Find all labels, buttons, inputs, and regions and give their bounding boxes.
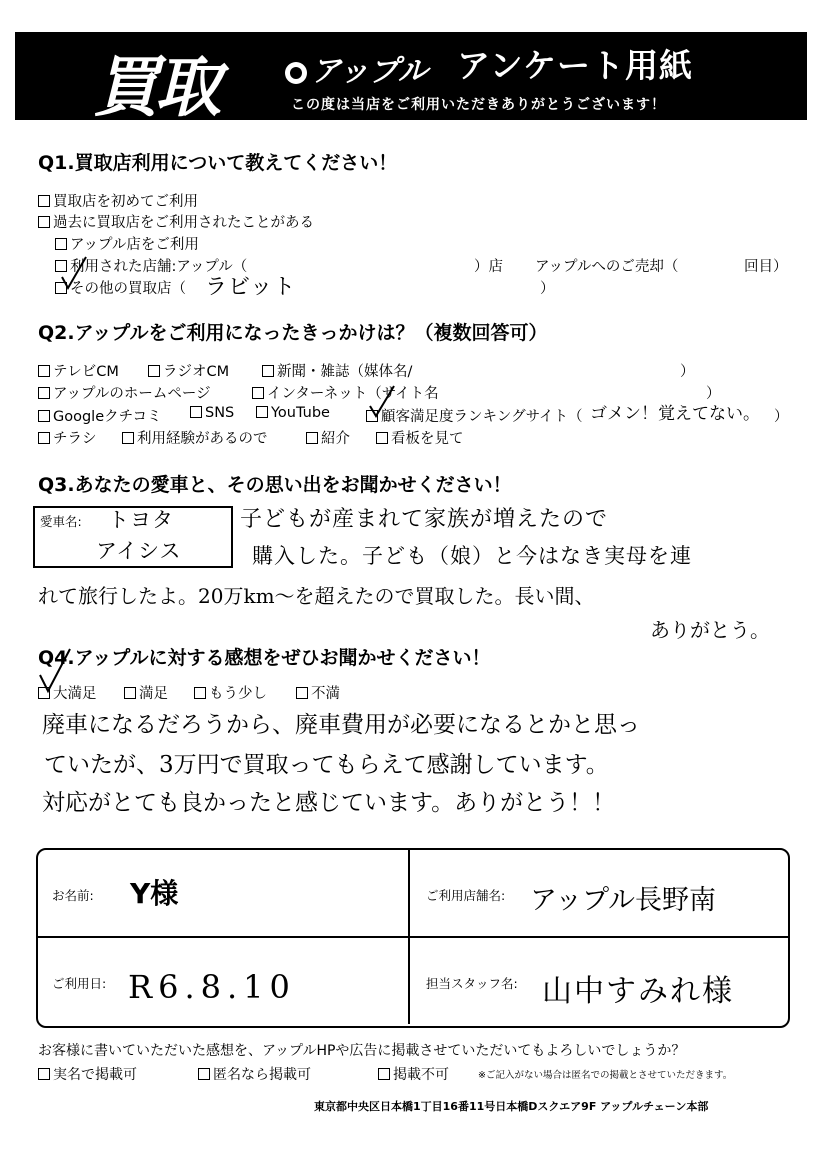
memory-line1: 子どもが産まれて家族が増えたので bbox=[240, 507, 609, 532]
option-label: 匿名なら掲載可 bbox=[213, 1067, 311, 1083]
checkbox[interactable] bbox=[376, 432, 388, 444]
q1-sale-count-label: アップルへのご売却（ bbox=[535, 259, 679, 275]
option-label: 不満 bbox=[311, 686, 340, 702]
option-label: もう少し bbox=[209, 686, 267, 702]
store-label: ご利用店舗名: bbox=[426, 888, 506, 903]
header-banner bbox=[15, 32, 807, 126]
option-label: アップル店をご利用 bbox=[70, 237, 199, 253]
checkbox[interactable] bbox=[190, 406, 202, 418]
option-label: テレビCM bbox=[53, 364, 119, 380]
option-label: 顧客満足度ランキングサイト（ bbox=[381, 409, 583, 425]
q2-ranking-answer: ゴメン！覚えてない。 bbox=[590, 404, 760, 424]
q2-option-newspaper[interactable] bbox=[262, 360, 412, 381]
checkbox[interactable] bbox=[38, 216, 50, 228]
q1-heading: Q1.買取店利用について教えてください！ bbox=[38, 152, 398, 174]
checkbox[interactable] bbox=[306, 432, 318, 444]
company-address: 東京都中央区日本橋1丁目16番11号日本橋Dスクエア9F アップルチェーン本部 bbox=[314, 1100, 709, 1113]
permission-real-name[interactable] bbox=[38, 1064, 137, 1084]
q1-store-suffix: ）店 bbox=[474, 259, 503, 275]
brand-logo bbox=[285, 46, 428, 90]
q2-option-google[interactable] bbox=[38, 405, 162, 426]
memory-line3: れて旅行したよ。20万km～を超えたので買取した。長い間、 bbox=[38, 584, 595, 608]
name-label: お名前: bbox=[52, 888, 94, 903]
option-label: SNS bbox=[205, 405, 235, 421]
q4-option-unsatisfied[interactable] bbox=[296, 682, 340, 703]
checkbox[interactable] bbox=[194, 687, 206, 699]
option-label: 新聞・雑誌（媒体名/ bbox=[277, 364, 413, 380]
q2-internet-close: ） bbox=[706, 386, 721, 402]
checkbox[interactable] bbox=[148, 365, 160, 377]
checkbox[interactable] bbox=[38, 1068, 50, 1080]
q4-heading: Q4.アップルに対する感想をぜひお聞かせください！ bbox=[38, 647, 491, 669]
q2-option-youtube[interactable] bbox=[256, 405, 330, 421]
checkbox[interactable] bbox=[38, 387, 50, 399]
q2-option-homepage[interactable] bbox=[38, 382, 211, 403]
option-label: 大満足 bbox=[53, 686, 97, 702]
permission-anonymous[interactable] bbox=[198, 1064, 311, 1084]
staff-value: 山中すみれ様 bbox=[542, 974, 734, 1009]
option-label: YouTube bbox=[271, 405, 330, 421]
option-label: 実名で掲載可 bbox=[53, 1067, 137, 1083]
brand-name: アップル bbox=[311, 54, 428, 89]
date-value: R6.8.10 bbox=[128, 968, 296, 1006]
q2-ranking-close: ） bbox=[774, 409, 789, 425]
q2-option-signboard[interactable] bbox=[376, 427, 464, 448]
checkbox[interactable] bbox=[256, 406, 268, 418]
q2-option-experience[interactable] bbox=[122, 427, 268, 448]
option-label: インターネット（サイト名 bbox=[267, 386, 439, 402]
impression-line2: ていたが、3万円で買取ってもらえて感謝しています。 bbox=[44, 752, 609, 778]
checkbox[interactable] bbox=[296, 687, 308, 699]
q4-option-more[interactable] bbox=[194, 682, 267, 703]
q1-other-store-answer: ラビット bbox=[205, 275, 297, 300]
permission-question: お客様に書いていただいた感想を、アップルHPや広告に掲載させていただいてもよろしいでしょうか？ bbox=[38, 1043, 686, 1059]
q2-option-flyer[interactable] bbox=[38, 427, 97, 448]
q1-option-used-before[interactable] bbox=[38, 211, 314, 232]
date-label: ご利用日: bbox=[52, 976, 107, 991]
memory-line4: ありがとう。 bbox=[650, 618, 770, 642]
checkbox[interactable] bbox=[38, 365, 50, 377]
checkbox[interactable] bbox=[38, 687, 50, 699]
car-name-label: 愛車名: bbox=[40, 514, 82, 529]
form-subtitle: この度は当店をご利用いただきありがとうございます！ bbox=[291, 97, 666, 113]
option-label: チラシ bbox=[53, 431, 97, 447]
option-label: 買取店を初めてご利用 bbox=[53, 194, 198, 210]
checkbox[interactable] bbox=[252, 387, 264, 399]
option-label: その他の買取店（ bbox=[70, 281, 186, 297]
checkbox[interactable] bbox=[38, 432, 50, 444]
option-label: 利用経験があるので bbox=[137, 431, 268, 447]
apple-logo-icon bbox=[285, 62, 307, 84]
permission-note: ※ご記入がない場合は匿名での掲載とさせていただきます。 bbox=[478, 1070, 733, 1081]
option-label: ラジオCM bbox=[163, 364, 230, 380]
q1-option-first-time[interactable] bbox=[38, 190, 198, 211]
q2-heading: Q2.アップルをご利用になったきっかけは？（複数回答可） bbox=[38, 322, 548, 344]
q2-option-ranking[interactable] bbox=[366, 405, 583, 426]
q4-option-satisfied[interactable] bbox=[124, 682, 168, 703]
car-name-line1: トヨタ bbox=[108, 508, 174, 532]
q2-option-sns[interactable] bbox=[190, 405, 234, 421]
q2-option-radio[interactable] bbox=[148, 360, 229, 381]
q2-option-referral[interactable] bbox=[306, 427, 350, 448]
divider bbox=[38, 936, 788, 938]
q2-newspaper-close: ） bbox=[680, 364, 695, 380]
option-label: 掲載不可 bbox=[393, 1067, 449, 1083]
checkbox[interactable] bbox=[38, 195, 50, 207]
q1-option-apple-store[interactable] bbox=[55, 233, 199, 254]
checkbox[interactable] bbox=[198, 1068, 210, 1080]
q1-sale-count-suffix: 回目） bbox=[744, 259, 788, 275]
checkbox[interactable] bbox=[55, 238, 67, 250]
checkbox[interactable] bbox=[124, 687, 136, 699]
q2-option-tv[interactable] bbox=[38, 360, 119, 381]
checkbox[interactable] bbox=[262, 365, 274, 377]
staff-label: 担当スタッフ名: bbox=[426, 976, 518, 991]
impression-line3: 対応がとても良かったと感じています。ありがとう！！ bbox=[42, 790, 616, 816]
checkmark-icon bbox=[60, 255, 90, 295]
car-name-line2: アイシス bbox=[96, 539, 182, 563]
q1-other-store-close: ） bbox=[540, 281, 555, 297]
option-label: 満足 bbox=[139, 686, 168, 702]
checkbox[interactable] bbox=[378, 1068, 390, 1080]
permission-not-allowed[interactable] bbox=[378, 1064, 449, 1084]
q3-heading: Q3.あなたの愛車と、その思い出をお聞かせください！ bbox=[38, 474, 512, 496]
option-label: 利用された店舗:アップル（ bbox=[70, 259, 248, 275]
checkbox[interactable] bbox=[38, 410, 50, 422]
option-label: 過去に買取店をご利用されたことがある bbox=[53, 215, 314, 231]
memory-line2: 購入した。子ども（娘）と今はなき実母を連 bbox=[252, 544, 692, 568]
option-label: 看板を見て bbox=[391, 431, 464, 447]
header-kanji: 買取 bbox=[93, 49, 217, 126]
impression-line1: 廃車になるだろうから、廃車費用が必要になるとかと思っ bbox=[42, 712, 640, 738]
name-value: Y様 bbox=[130, 877, 179, 910]
store-value: アップル長野南 bbox=[530, 885, 717, 916]
form-title: アンケート用紙 bbox=[457, 46, 694, 85]
checkmark-icon bbox=[368, 384, 398, 420]
checkbox[interactable] bbox=[122, 432, 134, 444]
option-label: Googleクチコミ bbox=[53, 409, 162, 425]
q2-option-internet[interactable] bbox=[252, 382, 439, 403]
option-label: 紹介 bbox=[321, 431, 350, 447]
option-label: アップルのホームページ bbox=[53, 386, 211, 402]
q4-option-very-satisfied[interactable] bbox=[38, 682, 97, 703]
